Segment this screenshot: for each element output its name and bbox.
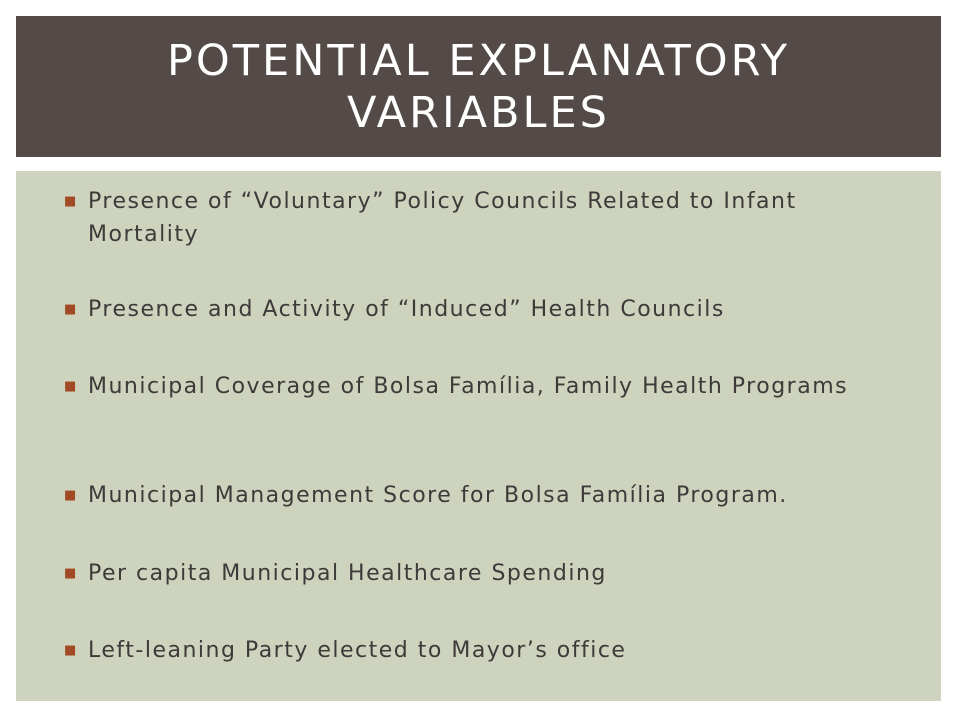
- bullet-item: [64, 185, 904, 251]
- square-bullet-icon: ■: [64, 566, 77, 581]
- bullet-text: Presence and Activity of “Induced” Health Councils: [88, 297, 725, 322]
- bullet-text: Per capita Municipal Healthcare Spending: [88, 561, 607, 586]
- square-bullet-icon: ■: [64, 302, 77, 317]
- content-area: [16, 171, 941, 701]
- bullet-item: [64, 557, 904, 590]
- bullet-item: [64, 479, 904, 512]
- title-bar: [16, 16, 941, 157]
- bullet-text: Municipal Management Score for Bolsa Família Program.: [88, 483, 788, 508]
- bullet-item: [64, 634, 904, 667]
- slide-title: POTENTIAL EXPLANATORY VARIABLES: [166, 35, 791, 138]
- bullet-item: [64, 293, 904, 326]
- square-bullet-icon: ■: [64, 379, 77, 394]
- square-bullet-icon: ■: [64, 643, 77, 658]
- bullet-text: Presence of “Voluntary” Policy Councils Related to Infant Mortality: [88, 189, 797, 247]
- bullet-text: Left-leaning Party elected to Mayor’s office: [88, 638, 627, 663]
- bullet-item: [64, 370, 904, 403]
- square-bullet-icon: ■: [64, 488, 77, 503]
- square-bullet-icon: ■: [64, 194, 77, 209]
- bullet-text: Municipal Coverage of Bolsa Família, Family Health Programs: [88, 374, 849, 399]
